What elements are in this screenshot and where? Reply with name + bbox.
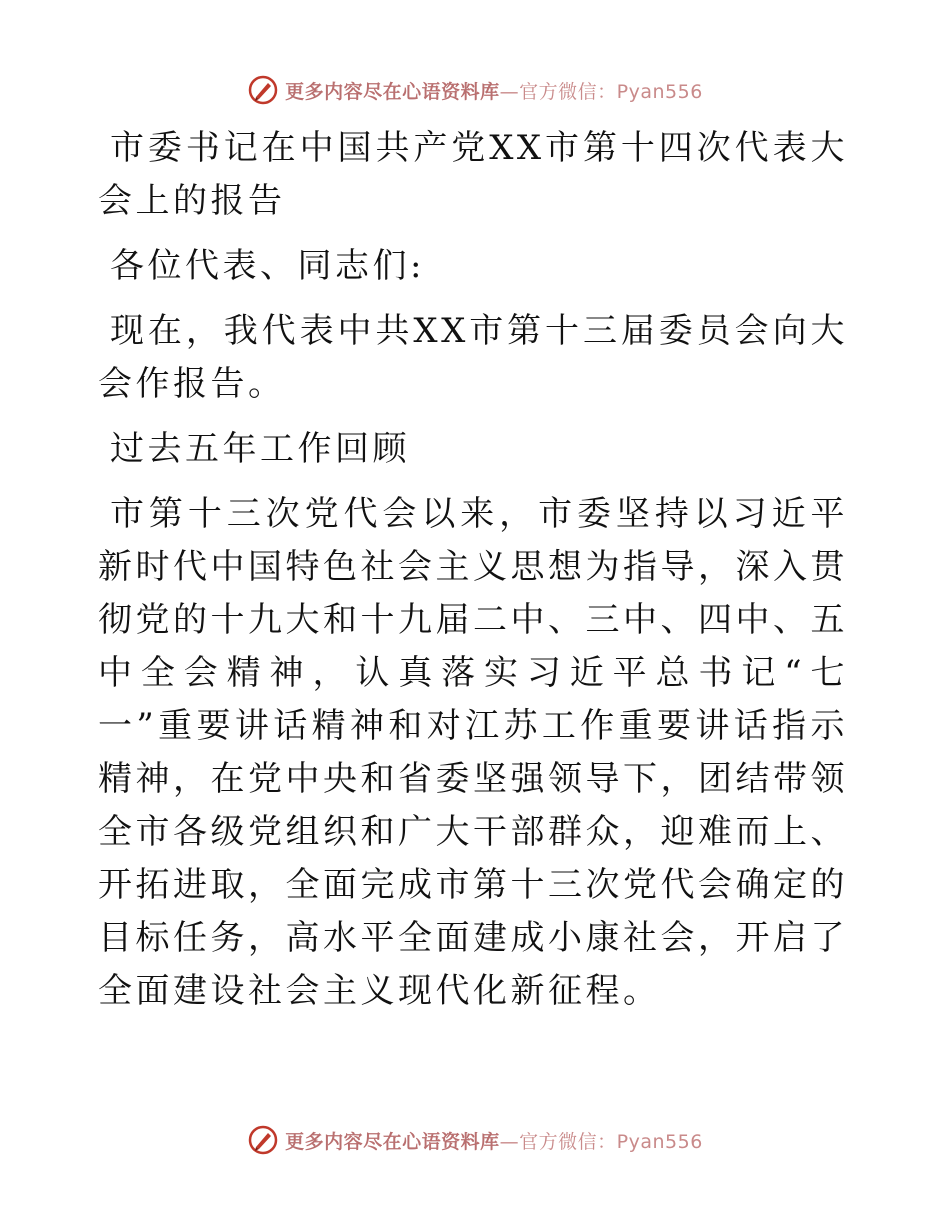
section-heading: 过去五年工作回顾: [110, 429, 410, 469]
document-body: [98, 122, 848, 1018]
footer-watermark: [0, 1120, 950, 1160]
header-watermark: [0, 70, 950, 110]
body-paragraph: 市第十三次党代会以来，市委坚持以习近平新时代中国特色社会主义思想为指导，深入贯彻党的十九大和十九届二中、三中、四中、五中全会精神，认真落实习近平总书记“七一”重要讲话精神和对江苏工作重要讲话指示精神，在党中央和省委坚强领导下，团结带领全市各级党组织和广大干部群众，迎难而上、开拓进取，全面完成市第十三次党代会确定的目标任务，高水平全面建成小康社会，开启了全面建设社会主义现代化新征程。: [98, 494, 848, 1011]
document-title: 市委书记在中国共产党XX市第十四次代表大会上的报告: [98, 128, 848, 221]
salutation: 各位代表、同志们:: [110, 246, 425, 286]
watermark-rest: —官方微信：Pyan556: [499, 1130, 703, 1153]
watermark-rest: —官方微信：Pyan556: [499, 80, 703, 103]
watermark-text: [285, 1127, 703, 1154]
watermark-lead: 更多内容尽在心语资料库: [285, 1130, 500, 1153]
watermark-text: [285, 77, 703, 104]
watermark-lead: 更多内容尽在心语资料库: [285, 80, 500, 103]
pen-circle-logo-icon: [247, 74, 279, 106]
intro-paragraph: 现在，我代表中共XX市第十三届委员会向大会作报告。: [98, 311, 848, 404]
pen-circle-logo-icon: [247, 1124, 279, 1156]
